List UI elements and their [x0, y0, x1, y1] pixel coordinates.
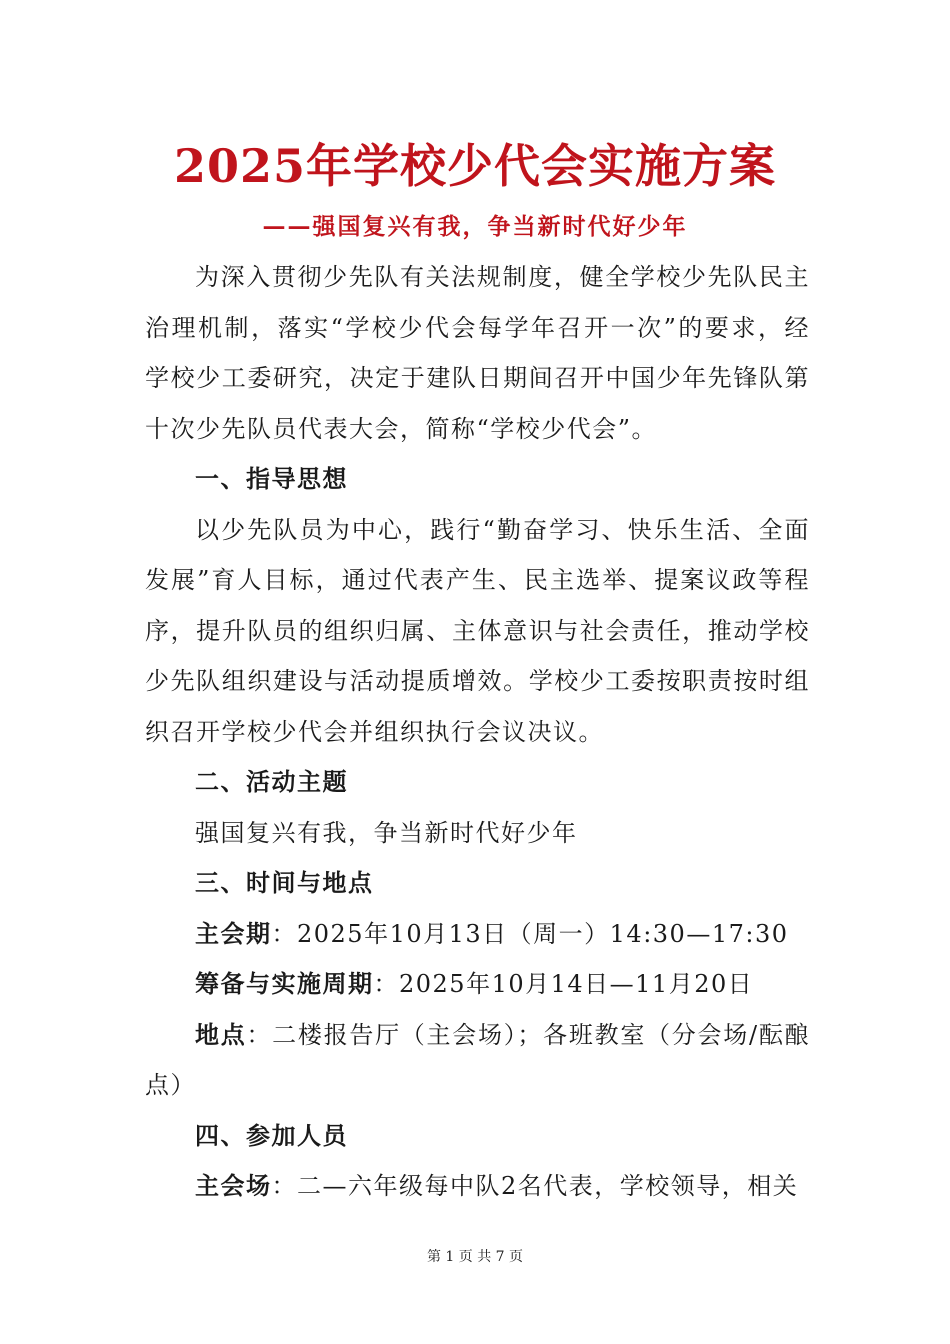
section-heading-guiding-ideology: 一、指导思想: [195, 464, 348, 493]
prep-period-line: [145, 959, 810, 1010]
theme-paragraph: 强国复兴有我，争当新时代好少年: [195, 818, 578, 847]
prep-period-label: 筹备与实施周期: [195, 969, 374, 998]
prep-period-value: ：2025年10月14日—11月20日: [373, 970, 754, 998]
place-label: 地点: [195, 1019, 247, 1049]
section-heading-participants: 四、参加人员: [195, 1120, 348, 1150]
intro-paragraph: 为深入贯彻少先队有关法规制度，健全学校少先队民主治理机制，落实“学校少代会每学年召开一次”的要求，经学校少工委研究，决定于建队日期间召开中国少年先锋队第十次少先队员代表大会，简称“学校少代会”。: [145, 263, 810, 443]
footer-total-pages: 7: [495, 1249, 505, 1265]
footer-page-number: 1: [445, 1249, 455, 1265]
main-venue-value: ：二—六年级每中队2名代表，学校领导，相关: [271, 1172, 799, 1200]
main-session-label: 主会期: [195, 918, 272, 948]
section-heading-time-place: 三、时间与地点: [195, 868, 374, 897]
page-footer: [0, 1246, 950, 1266]
main-venue-label: 主会场: [195, 1171, 272, 1200]
place-line: [145, 1010, 810, 1111]
footer-suffix: 页: [509, 1249, 524, 1265]
main-venue-line: [145, 1161, 810, 1212]
guiding-ideology-paragraph: 以少先队员为中心，践行“勤奋学习、快乐生活、全面发展”育人目标，通过代表产生、民主选举、提案议政等程序，提升队员的组织归属、主体意识与社会责任，推动学校少先队组织建设与活动提质增效。学校少工委按职责按时组织召开学校少代会并组织执行会议决议。: [145, 515, 810, 746]
document-title: 2025年学校少代会实施方案: [173, 139, 777, 193]
document-body: [145, 252, 810, 1212]
document-subtitle: ——强国复兴有我，争当新时代好少年: [262, 213, 688, 240]
footer-prefix: 第: [426, 1249, 441, 1265]
main-session-value: ：2025年10月13日（周一）14:30—17:30: [271, 919, 789, 948]
footer-middle: 页 共: [458, 1249, 492, 1265]
main-session-line: [145, 909, 810, 960]
section-heading-theme: 二、活动主题: [195, 767, 348, 796]
place-value: ：二楼报告厅（主会场）；各班教室（分会场/酝酿点）: [145, 1020, 810, 1099]
